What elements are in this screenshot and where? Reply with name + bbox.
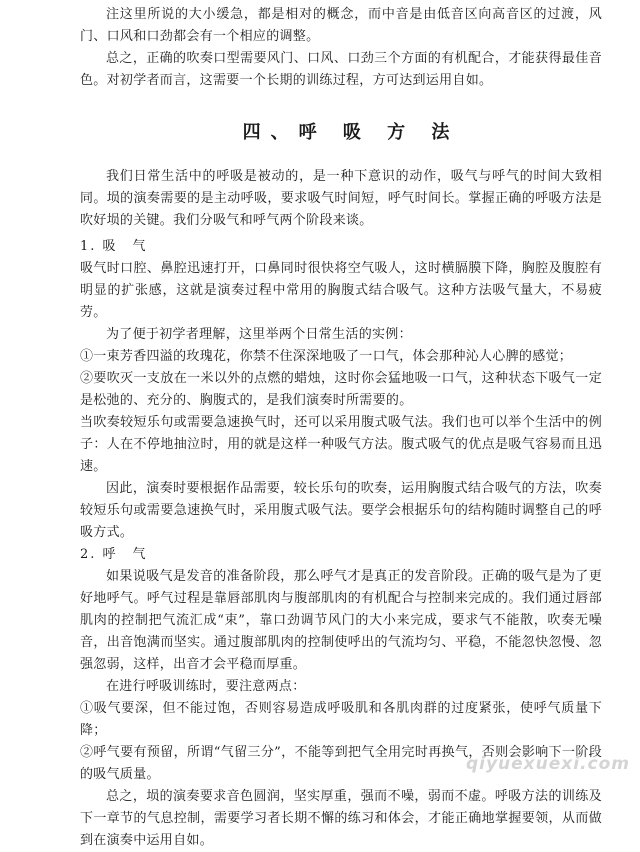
subheading-inhale: 1. 吸 气 — [80, 239, 148, 254]
paragraph-breathing-intro: 我们日常生活中的呼吸是被动的，是一种下意识的动作，吸气与呼气的时间大致相同。埙的演奏需要的是主动呼吸，要求吸气时间短，呼气时间长。掌握正确的呼吸方法是吹好埙的关键。我们分吸气和呼气两个阶段来谈。 — [80, 169, 602, 228]
section-title: 四、呼 吸 方 法 — [242, 122, 460, 143]
paragraph-training-points: 在进行呼吸训练时，要注意两点： — [106, 679, 306, 694]
paragraph-inhale-summary: 因此，演奏时要根据作品需要，较长乐句的吹奏，运用胸腹式结合吸气的方法，吹奏较短乐句或需要急速换气时，采用腹式吸气法。要学会根据乐句的结构随时调整自己的呼吸方式。 — [80, 481, 602, 540]
site-watermark: qiyuexuexi.com — [465, 754, 630, 774]
paragraph-abdominal-inhale: 当吹奏较短乐句或需要急速换气时，还可以采用腹式吸气法。我们也可以举个生活中的例子：人在不停地抽泣时，用的就是这样一种吸气方法。腹式吸气的优点是吸气容易而且迅速。 — [80, 415, 602, 474]
list-item-rose-example: ①一束芳香四溢的玫瑰花，你禁不住深深地吸了一口气，体会那种沁人心脾的感觉； — [80, 349, 573, 364]
paragraph-intro-continuation: 注这里所说的大小缓急，都是相对的概念，而中音是由低音区向高音区的过渡，风门、口风和口劲都会有一个相应的调整。 — [80, 7, 602, 44]
paragraph-exhale-method: 如果说吸气是发音的准备阶段，那么呼气才是真正的发音阶段。正确的吸气是为了更好地呼气。呼气过程是靠唇部肌肉与腹部肌肉的有机配合与控制来完成的。我们通过唇部肌肉的控制把气流汇成“束”，靠口劲调节风门的大小来完成，要求气不能散，吹奏无噪音，出音饱满而坚实。通过腹部肌肉的控制使呼出的气流均匀、平稳，不能忽快忽慢、忽强忽弱，这样，出音才会平稳而厚重。 — [80, 569, 602, 672]
paragraph-inhale-method: 吸气时口腔、鼻腔迅速打开，口鼻同时很快将空气吸人，这时横膈膜下降，胸腔及腹腔有明显的扩张感，这就是演奏过程中常用的胸腹式结合吸气。这种方法吸气量大，不易疲劳。 — [80, 261, 602, 320]
paragraph-mouth-shape-summary: 总之，正确的吹奏口型需要风门、口风、口劲三个方面的有机配合，才能获得最佳音色。对初学者而言，这需要一个长期的训练过程，方可达到运用自如。 — [80, 51, 602, 88]
paragraph-examples-intro: 为了便于初学者理解，这里举两个日常生活的实例： — [106, 327, 412, 342]
paragraph-conclusion: 总之，埙的演奏要求音色圆润，坚实厚重，强而不噪，弱而不虚。呼吸方法的训练及下一章节的气息控制，需要学习者长期不懈的练习和体会，才能正确地掌握要领，从而做到在演奏中运用自如。 — [80, 789, 602, 848]
subheading-exhale: 2. 呼 气 — [80, 547, 148, 562]
list-item-inhale-deep: ①吸气要深，但不能过饱，否则容易造成呼吸肌和各肌肉群的过度紧张，使呼气质量下降； — [80, 701, 602, 738]
list-item-exhale-reserve: ②呼气要有预留，所谓“气留三分”，不能等到把气全用完时再换气，否则会影响下一阶段的吸气质量。 — [80, 745, 602, 782]
list-item-candle-example: ②要吹灭一支放在一米以外的点燃的蜡烛，这时你会猛地吸一口气，这种状态下吸气一定是松弛的、充分的、胸腹式的，是我们演奏时所需要的。 — [80, 371, 602, 408]
